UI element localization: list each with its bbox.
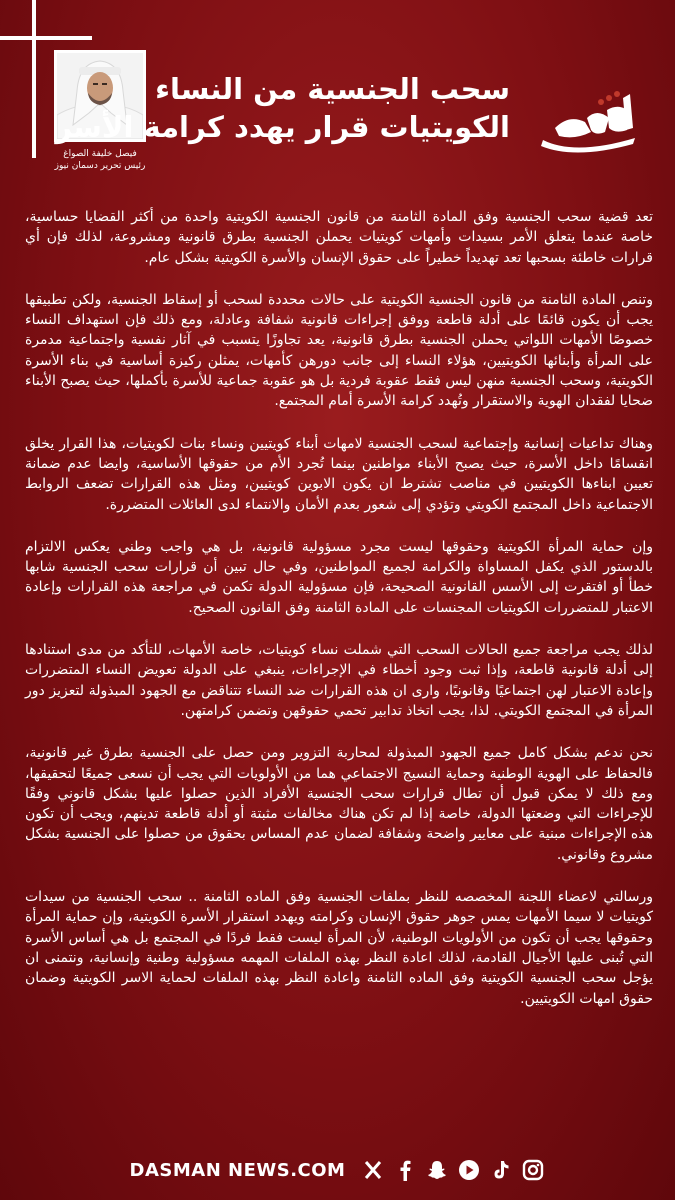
decorative-cross-vertical [32,0,36,158]
instagram-icon[interactable] [521,1158,545,1182]
tiktok-icon[interactable] [489,1158,513,1182]
dasman-logo [535,84,650,159]
paragraph-2: وتنص المادة الثامنة من قانون الجنسية الكويتية على حالات محددة لسحب أو إسقاط الجنسية، ولكن تطبيقها يجب أن يكون قائمًا على أدلة قاطعة ووفق إجراءات قانونية شفافة وعادلة، ومع ذلك فإن استهداف النساء خصوصًا الأمهات اللواتي يحملن الجنسية بطرق قانونية، يعد تجاوزًا يتسبب في آثار نفسية واجتماعية مدمرة على المرأة وأبنائها الكويتيين، هؤلاء النساء إلى جانب دورهن كأمهات، يمثلن ركيزة أساسية في بناء الأسرة الكويتية، وسحب الجنسية منهن ليس فقط عقوبة فردية بل هو عقوبة جماعية للأسرة بأكملها، حيث يصبح الأبناء ضحايا لفقدان الهوية والاستقرار وتُهدد كرامة الأسرة أمام المجتمع. [25,291,653,410]
article-body [25,207,653,1031]
title-line-2: الكويتيات قرار يهدد كرامة الأسر [55,110,510,144]
decorative-cross-horizontal [0,36,92,40]
website-link[interactable]: DASMAN NEWS.COM [129,1159,346,1181]
paragraph-6: نحن ندعم بشكل كامل جميع الجهود المبذولة لمحاربة التزوير ومن حصل على الجنسية بطرق غير قانونية، فالحفاظ على الهوية الوطنية وحماية النسيج الاجتماعي هما من الأولويات التي يجب أن نسعى جميعًا لتحقيقها، ومع ذلك لا يمكن قبول أن تطال قرارات سحب الجنسية الأفراد الذين حصلوا عليها بشكل قانوني وفقًا للإجراءات التي وضعتها الدولة، خاصة إذا لم تكن هناك مخالفات مثبتة أو أدلة قاطعة تدينهم، ويجب أن تكون هذه الإجراءات مبنية على معايير واضحة وشفافة لضمان عدم المساس بحقوق من حصلوا على الجنسية بشكل مشروع وقانوني. [25,745,653,863]
author-name: فيصل خليفة الصواغ [63,149,137,159]
title-line-1: سحب الجنسية من النساء [155,72,510,106]
paragraph-5: لذلك يجب مراجعة جميع الحالات السحب التي شملت نساء كويتيات، خاصة الأمهات، للتأكد من مدى استنادها إلى أدلة قانونية قاطعة، وإذا ثبت وجود أخطاء في الإجراءات، ينبغي على الدولة تعويض النساء المتضررات وإعادة الاعتبار لهن اجتماعيًا وقانونيًا، وارى ان هذه القرارات ضد النساء تتناقض مع الجهود المبذولة لتعزيز دور المرأة في المجتمع الكويتي. لذا، يجب اتخاذ تدابير تحمي حقوقهن وتضمن كرامتهن. [25,642,653,719]
author-role: رئيس تحرير دسمان نيوز [54,161,146,171]
paragraph-4: وإن حماية المرأة الكويتية وحقوقها ليست مجرد مسؤولية قانونية، بل هي واجب وطني يعكس الالتزام بالدستور الذي يكفل المساواة والكرامة لجميع المواطنين، وفي حال تبين أن قرارات سحب الجنسية شابها خطأ أو افتقرت إلى الأسس القانونية الصحيحة، فإن مسؤولية الدولة تكمن في مراجعة هذه القرارات وإعادة الاعتبار للمتضررات الكويتيات المجنسات على المادة الثامنة وفق القانون الصحيح. [25,538,653,616]
youtube-icon[interactable] [457,1158,481,1182]
snapchat-icon[interactable] [425,1158,449,1182]
facebook-icon[interactable] [393,1158,417,1182]
footer [0,1150,675,1190]
paragraph-7: ورسالتي لاعضاء اللجنة المخصصه للنظر بملفات الجنسية وفق الماده الثامنة .. سحب الجنسية من سيدات كويتيات لا سيما الأمهات يمس جوهر حقوق الإنسان وكرامته ويهدد استقرار الأسرة الكويتية، وإن حماية المرأة وحقوقها يجب أن تكون من الأولويات الوطنية، لأن المرأة ليست فقط فردًا في المجتمع بل هي أساس الأسرة التي تُبنى عليها الأجيال القادمة، لذلك اعادة النظر بهذه الملفات المهمه مسؤولية وطنية وإنسانية، ونتمنى ان يؤجل سحب الجنسية الكويتية وفق الماده الثامنة واعادة النظر بهذه الملفات لحماية الاسر الكويتية وضمان حقوق امهات الكويتيين. [25,889,653,1007]
article-title [55,70,510,146]
paragraph-3: وهناك تداعيات إنسانية وإجتماعية لسحب الجنسية لامهات أبناء كويتيين ونساء بنات لكويتيات، هذا القرار يخلق انقسامًا داخل الأسرة، حيث يصبح الأبناء مواطنين بينما تُجرد الأم من حقوقها الأساسية، وايضا عدم ضمانة تعيين ابناءها الكويتيين في مناصب تشترط ان يكون الابوين كويتيين، ومثل هذه القرارات تضعف الروابط الاجتماعية داخل المجتمع الكويتي وتؤدي إلى شعور بعدم الأمان والانتماء لدى العائلات المتضررة. [25,435,653,513]
x-icon[interactable] [361,1158,385,1182]
paragraph-1: تعد قضية سحب الجنسية وفق المادة الثامنة من قانون الجنسية الكويتية واحدة من أكثر القضايا حساسية، خاصة عندما يتعلق الأمر بسيدات وأمهات كويتيات يحملن الجنسية بطرق قانونية ومشروعة، لذلك فإن أي قرارات خاطئة بسحبها تعد تهديداً خطيراً على حقوق الإنسان والأسرة الكويتية بشكل عام. [25,209,653,266]
